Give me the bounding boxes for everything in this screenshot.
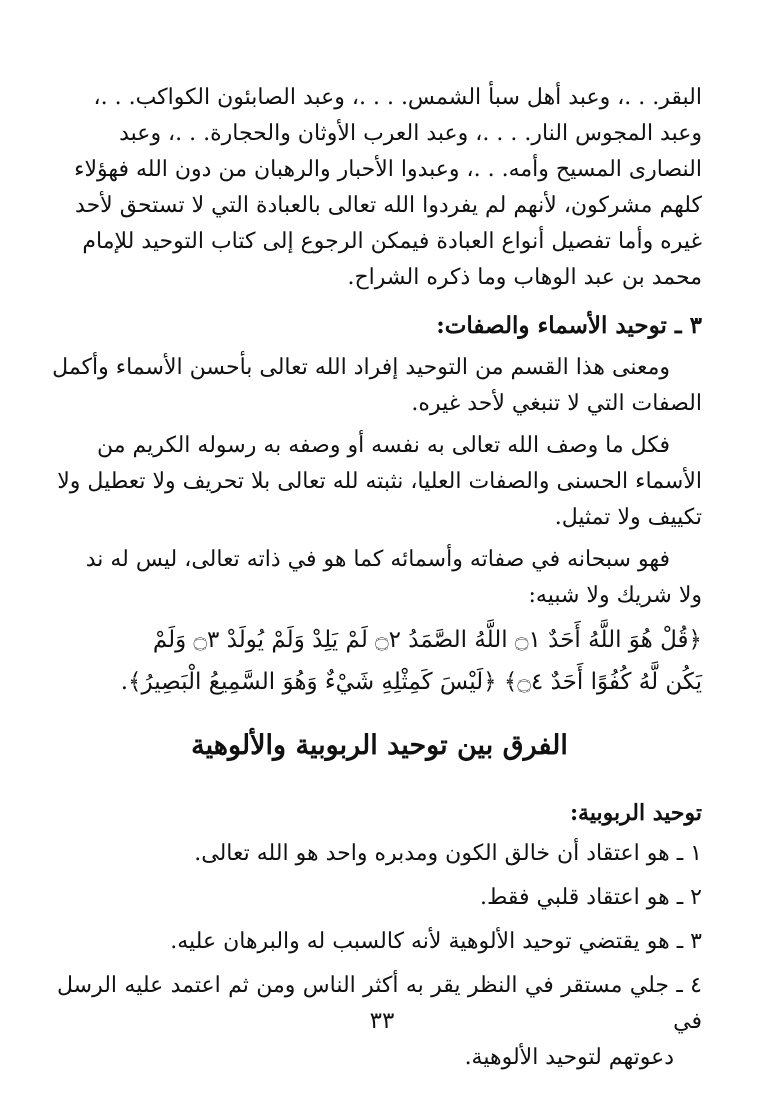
paragraph-no-equal [57,542,702,614]
text-line: فهو سبحانه في صفاته وأسمائه كما هو في ذاته تعالى، ليس له ند [85,547,670,572]
text-line: تكييف ولا تمثيل. [554,505,702,530]
text-line: النصارى المسيح وأمه. . .، وعبدوا الأحبار والرهبان من دون الله فهؤلاء [74,157,702,182]
intro-paragraph [57,80,702,296]
text-line: الصفات التي لا تنبغي لأحد غيره. [411,391,702,416]
paragraph-meaning [52,350,702,422]
text-line: ولا شريك ولا شبيه: [528,583,702,608]
text-line: وعبد المجوس النار. . . .، وعبد العرب الأوثان والحجارة. . .، وعبد [119,121,702,146]
list-item-text: ٣ ـ هو يقتضي توحيد الألوهية لأنه كالسبب له والبرهان عليه. [170,929,702,954]
page-number: ٣٣ [369,1008,395,1034]
text-line: الأسماء الحسنى والصفات العليا، نثبته لله تعالى بلا تحريف ولا تعطيل ولا [57,469,702,494]
list-item-text: ١ ـ هو اعتقاد أن خالق الكون ومدبره واحد هو الله تعالى. [194,841,702,866]
verse-line: ﴿قُلْ هُوَ اللَّهُ أَحَدٌ ۝١ اللَّهُ الصَّمَدُ ۝٢ لَمْ يَلِدْ وَلَمْ يُولَدْ ۝٣ وَلَمْ [152,627,702,653]
paragraph-attributes [57,428,702,536]
text-line: البقر. . .، وعبد أهل سبأ الشمس. . . .، وعبد الصابئون الكواكب. . .، [93,85,702,110]
list-item [57,924,702,960]
quran-verse [57,620,702,702]
text-line: فكل ما وصف الله تعالى به نفسه أو وصفه به رسوله الكريم من [97,433,670,458]
list-item-text: ٢ ـ هو اعتقاد قلبي فقط. [479,885,702,910]
list-subheading: توحيد الربوبية: [569,800,702,826]
text-line: ومعنى هذا القسم من التوحيد إفراد الله تعالى بأحسن الأسماء وأكمل [52,355,670,380]
section-heading: ٣ ـ توحيد الأسماء والصفات: [436,312,702,339]
text-line: كلهم مشركون، لأنهم لم يفردوا الله تعالى بالعبادة التي لا تستحق لأحد [75,193,702,218]
section-title: الفرق بين توحيد الربوبية والألوهية [191,730,568,761]
verse-line: يَكُن لَّهُ كُفُوًا أَحَدٌ ۝٤﴾ ﴿لَيْسَ كَمِثْلِهِ شَيْءٌ وَهُوَ السَّمِيعُ الْبَصِيرُ﴾. [120,669,702,695]
text-line: محمد بن عبد الوهاب وما ذكره الشراح. [347,265,702,290]
lordship-list [57,836,702,1076]
list-item [57,880,702,916]
list-item [57,836,702,872]
list-item-text: ٤ ـ جلي مستقر في النظر يقر به أكثر الناس ومن ثم اعتمد عليه الرسل في [57,973,702,1034]
text-line: غيره وأما تفصيل أنواع العبادة فيمكن الرجوع إلى كتاب التوحيد للإمام [82,229,702,254]
list-item-continuation: دعوتهم لتوحيد الألوهية. [464,1045,674,1070]
page-body [52,80,702,1084]
